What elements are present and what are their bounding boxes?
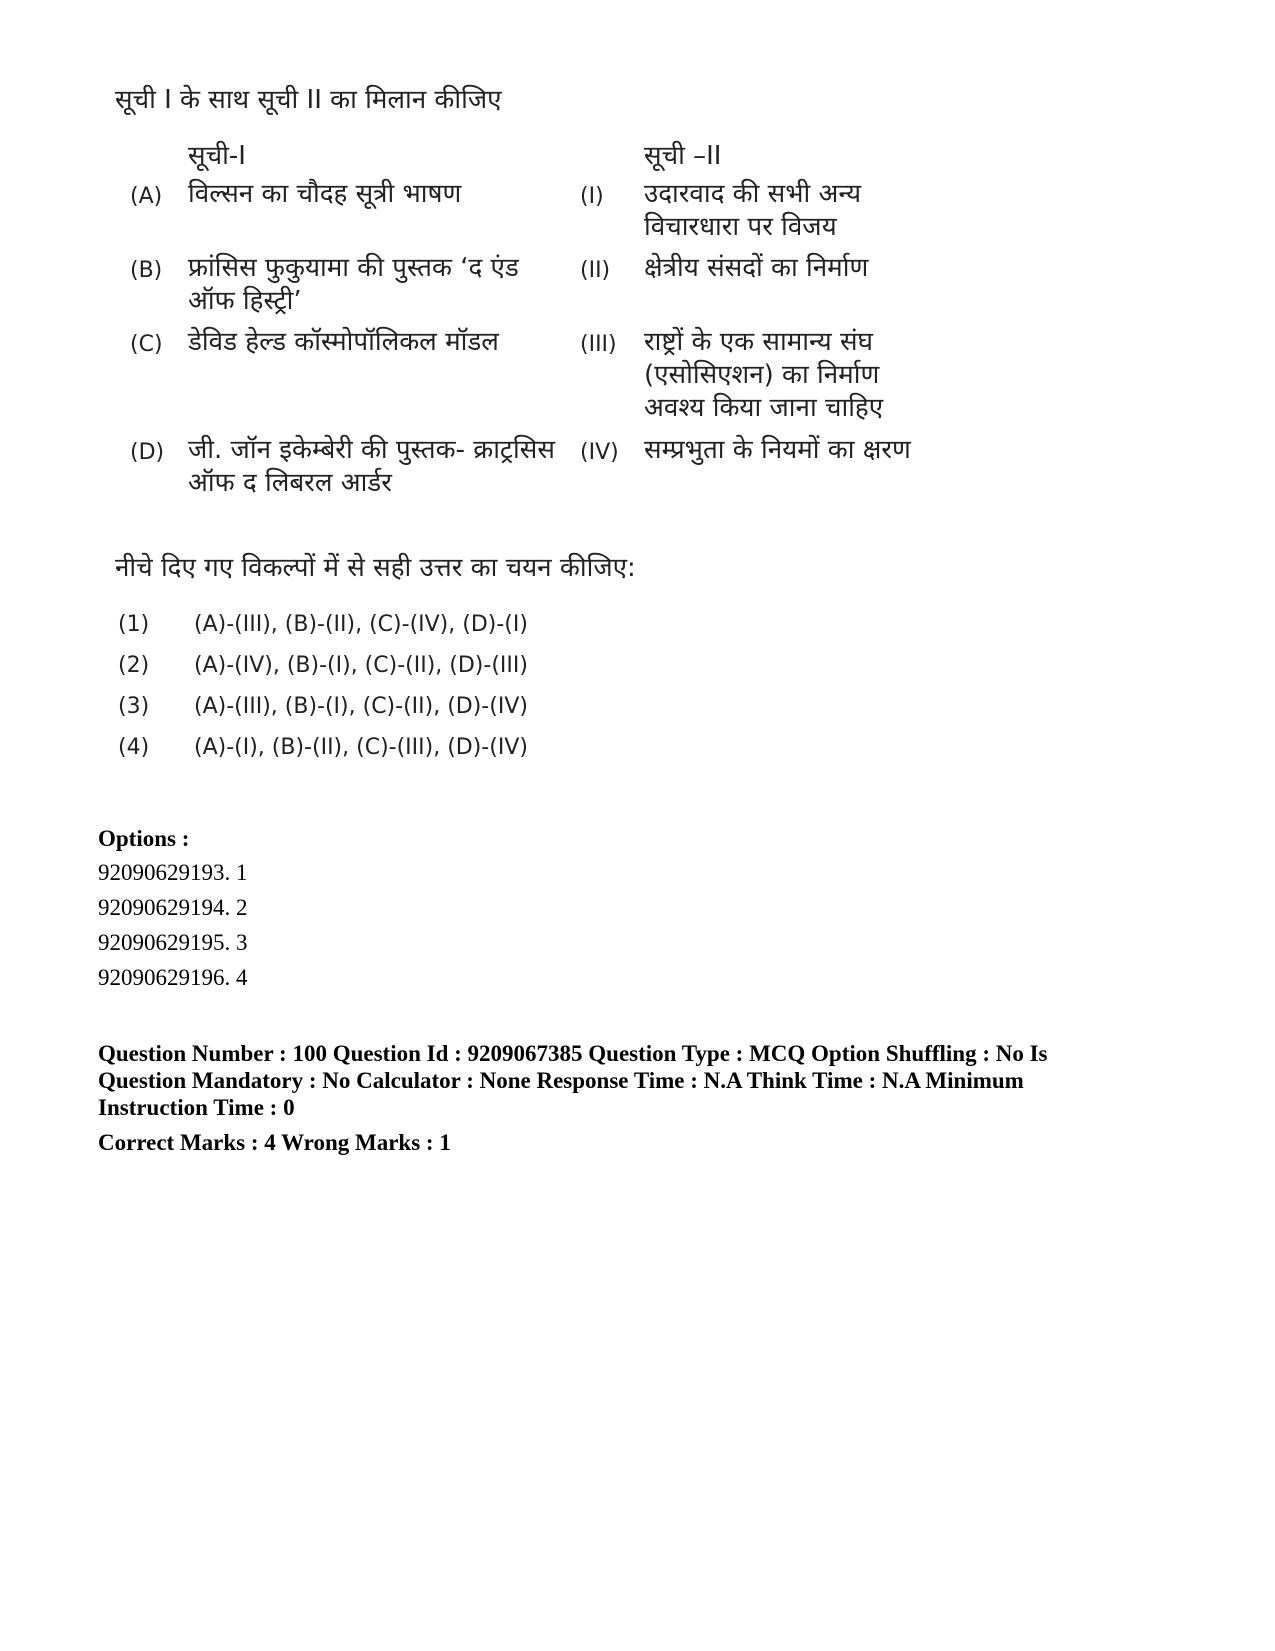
row-iii-label: (III) — [580, 332, 617, 357]
row-d-label: (D) — [130, 440, 165, 465]
row-iv-text: सम्प्रभुता के नियमों का क्षरण — [644, 435, 911, 465]
choice-4-text: (A)-(I), (B)-(II), (C)-(III), (D)-(IV) — [194, 735, 528, 760]
row-ii-label: (II) — [580, 258, 611, 283]
option-4: 92090629196. 4 — [98, 965, 248, 990]
choice-1-text: (A)-(III), (B)-(II), (C)-(IV), (D)-(I) — [194, 612, 528, 637]
option-3: 92090629195. 3 — [98, 930, 248, 955]
choice-3-number: (3) — [118, 694, 150, 719]
row-a-text: विल्सन का चौदह सूत्री भाषण — [188, 179, 462, 209]
row-ii-text: क्षेत्रीय संसदों का निर्माण — [644, 253, 869, 283]
option-1: 92090629193. 1 — [98, 860, 248, 885]
option-2: 92090629194. 2 — [98, 895, 248, 920]
choice-3-text: (A)-(III), (B)-(I), (C)-(II), (D)-(IV) — [194, 694, 528, 719]
row-i-label: (I) — [580, 184, 604, 209]
row-c-label: (C) — [130, 332, 163, 357]
choice-2-text: (A)-(IV), (B)-(I), (C)-(II), (D)-(III) — [194, 653, 528, 678]
row-b-text: फ्रांसिस फुकुयामा की पुस्तक ‘द एंड ऑफ हिस्ट्री’ — [188, 253, 519, 316]
row-c-text: डेविड हेल्ड कॉस्मोपॉलिकल मॉडल — [188, 327, 499, 357]
question-instruction: सूची I के साथ सूची II का मिलान कीजिए — [115, 85, 502, 115]
options-title: Options : — [98, 826, 190, 851]
choice-2-number: (2) — [118, 653, 150, 678]
list1-header: सूची-I — [188, 141, 246, 171]
row-i-text: उदारवाद की सभी अन्य विचारधारा पर विजय — [644, 179, 862, 242]
choice-4-number: (4) — [118, 735, 150, 760]
question-metadata: Question Number : 100 Question Id : 9209067385 Question Type : MCQ Option Shuffling : No Is Question Mandatory : No Calculator : None Response Time : N.A Think Time : N.A Minimum Instruction Time : 0 — [98, 1041, 1048, 1120]
question-marks: Correct Marks : 4 Wrong Marks : 1 — [98, 1130, 451, 1155]
row-b-label: (B) — [130, 258, 163, 283]
list2-header: सूची –II — [644, 141, 722, 171]
choice-1-number: (1) — [118, 612, 150, 637]
row-a-label: (A) — [130, 184, 163, 209]
row-iv-label: (IV) — [580, 440, 619, 465]
choice-prompt: नीचे दिए गए विकल्पों में से सही उत्तर का चयन कीजिए: — [115, 553, 636, 583]
row-d-text: जी. जॉन इकेम्बेरी की पुस्तक- क्राट्रसिस ऑफ द लिबरल आर्डर — [188, 435, 555, 498]
row-iii-text: राष्ट्रों के एक सामान्य संघ (एसोसिएशन) का निर्माण अवश्य किया जाना चाहिए — [644, 327, 884, 423]
